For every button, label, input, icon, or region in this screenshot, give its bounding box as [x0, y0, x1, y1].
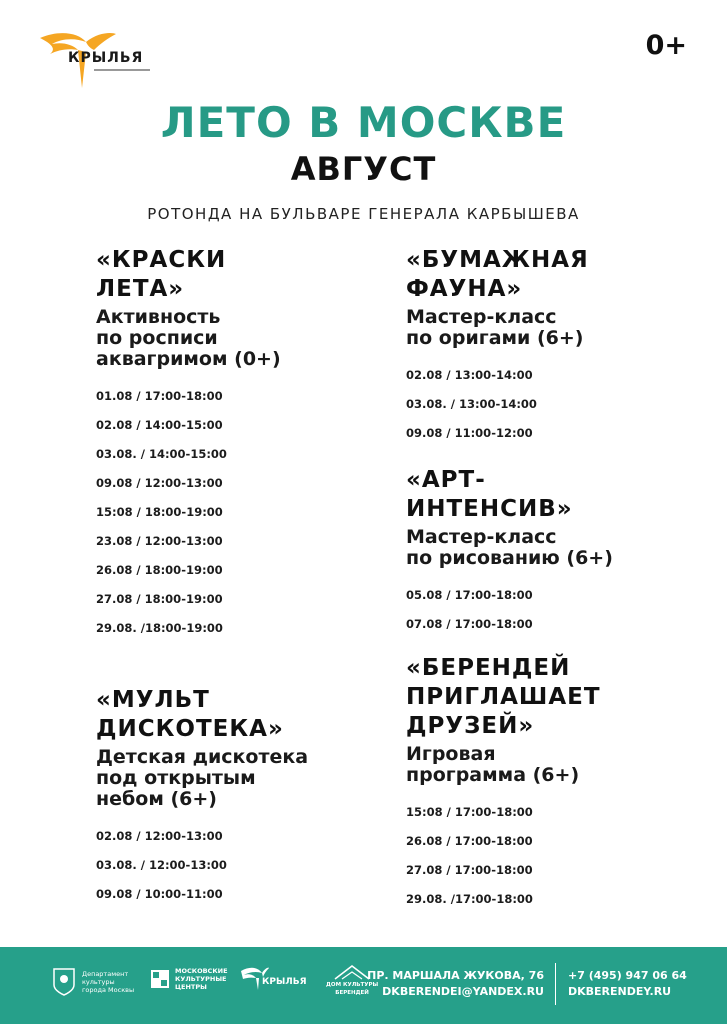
contact-block [568, 968, 687, 1000]
krylya-footer-text: КРЫЛЬЯ [262, 977, 307, 987]
time-slot: 07.08 / 17:00-18:00 [406, 617, 533, 631]
dept-culture-text: Департамент культуры города Москвы [82, 970, 135, 994]
footer-divider [555, 963, 556, 1005]
event-subtitle: Мастер-класс по оригами (6+) [406, 306, 584, 349]
page-title: ЛЕТО В МОСКВЕ [160, 98, 567, 147]
event-art-intensiv [406, 466, 706, 639]
event-subtitle: Детская дискотека под открытым небом (6+) [96, 746, 309, 810]
krylya-logo [38, 28, 168, 90]
time-slot: 29.08. /17:00-18:00 [406, 892, 533, 906]
time-slot: 03.08. / 12:00-13:00 [96, 858, 227, 872]
slot-list [406, 361, 706, 448]
moscow-emblem-icon [52, 967, 76, 997]
time-slot: 01.08 / 17:00-18:00 [96, 389, 223, 403]
time-slot: 26.08 / 18:00-19:00 [96, 563, 223, 577]
site-link[interactable]: DKBERENDEY.RU [568, 985, 672, 998]
event-berendey-priglashaet [406, 654, 706, 914]
time-slot: 03.08. / 14:00-15:00 [96, 447, 227, 461]
krylya-footer-logo [240, 965, 307, 991]
address-block [367, 968, 544, 1000]
event-title: «БЕРЕНДЕЙ ПРИГЛАШАЕТ ДРУЗЕЙ» [406, 655, 601, 739]
time-slot: 29.08. /18:00-19:00 [96, 621, 223, 635]
event-subtitle: Активность по росписи аквагримом (0+) [96, 306, 281, 370]
time-slot: 09.08 / 10:00-11:00 [96, 887, 223, 901]
time-slot: 27.08 / 17:00-18:00 [406, 863, 533, 877]
house-icon [333, 963, 371, 981]
moscow-centers-logo [150, 967, 228, 991]
time-slot: 05.08 / 17:00-18:00 [406, 588, 533, 602]
time-slot: 02.08 / 13:00-14:00 [406, 368, 533, 382]
time-slot: 09.08 / 11:00-12:00 [406, 426, 533, 440]
venue-text: РОТОНДА НА БУЛЬВАРЕ ГЕНЕРАЛА КАРБЫШЕВА [147, 205, 580, 223]
time-slot: 02.08 / 14:00-15:00 [96, 418, 223, 432]
event-mult-diskoteka [96, 686, 396, 909]
time-slot: 02.08 / 12:00-13:00 [96, 829, 223, 843]
time-slot: 23.08 / 12:00-13:00 [96, 534, 223, 548]
slot-list [96, 382, 396, 643]
slot-list [96, 822, 396, 909]
moscow-centers-text: МОСКОВСКИЕ КУЛЬТУРНЫЕ ЦЕНТРЫ [175, 967, 228, 991]
time-slot: 09.08 / 12:00-13:00 [96, 476, 223, 490]
phone-text[interactable]: +7 (495) 947 06 64 [568, 969, 687, 982]
slot-list [406, 581, 706, 639]
time-slot: 26.08 / 17:00-18:00 [406, 834, 533, 848]
time-slot: 15:08 / 18:00-19:00 [96, 505, 223, 519]
event-title: «АРТ- ИНТЕНСИВ» [406, 467, 573, 522]
logo-tagline-line [94, 69, 150, 71]
month-heading: АВГУСТ [290, 150, 437, 188]
event-subtitle: Мастер-класс по рисованию (6+) [406, 526, 613, 569]
event-subtitle: Игровая программа (6+) [406, 743, 580, 786]
dept-culture-logo [52, 967, 134, 997]
time-slot: 15:08 / 17:00-18:00 [406, 805, 533, 819]
event-kraski-leta [96, 246, 396, 643]
footer-bar [0, 947, 727, 1024]
event-title: «КРАСКИ ЛЕТА» [96, 247, 227, 302]
email-link[interactable]: DKBERENDEI@YANDEX.RU [382, 985, 544, 998]
berendey-text: ДОМ КУЛЬТУРЫ БЕРЕНДЕЙ [326, 982, 379, 996]
time-slot: 03.08. / 13:00-14:00 [406, 397, 537, 411]
time-slot: 27.08 / 18:00-19:00 [96, 592, 223, 606]
event-title: «МУЛЬТ ДИСКОТЕКА» [96, 687, 284, 742]
logo-text: КРЫЛЬЯ [68, 50, 144, 66]
age-rating: 0+ [645, 30, 687, 61]
centers-grid-icon [150, 969, 170, 989]
address-text: ПР. МАРШАЛА ЖУКОВА, 76 [367, 969, 544, 982]
slot-list [406, 798, 706, 914]
event-bumazhnaya-fauna [406, 246, 706, 448]
event-title: «БУМАЖНАЯ ФАУНА» [406, 247, 589, 302]
